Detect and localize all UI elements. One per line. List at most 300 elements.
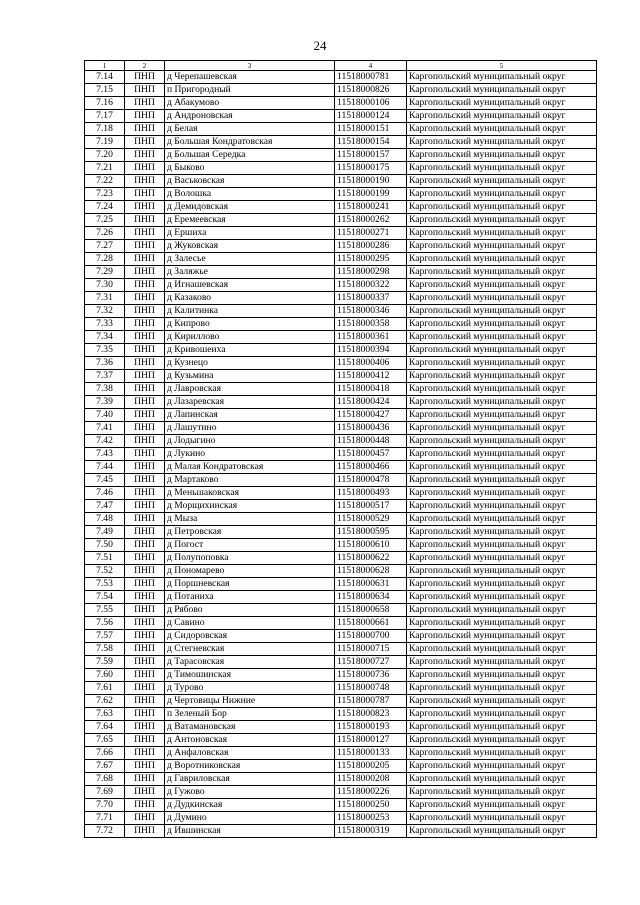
table-row bbox=[85, 214, 597, 227]
table-row bbox=[85, 734, 597, 747]
settlement-type-cell: ПНП bbox=[125, 526, 165, 539]
oktmo-code-cell: 11518000424 bbox=[335, 396, 407, 409]
municipality-cell: Каргопольский муниципальный округ bbox=[407, 578, 597, 591]
settlement-name-cell: д Поршневская bbox=[165, 578, 335, 591]
settlement-type-cell: ПНП bbox=[125, 825, 165, 838]
municipality-cell: Каргопольский муниципальный округ bbox=[407, 448, 597, 461]
oktmo-code-cell: 11518000418 bbox=[335, 383, 407, 396]
settlement-type-cell: ПНП bbox=[125, 162, 165, 175]
settlement-type-cell: ПНП bbox=[125, 552, 165, 565]
row-number-cell: 7.60 bbox=[85, 669, 125, 682]
settlement-name-cell: д Антоновская bbox=[165, 734, 335, 747]
row-number-cell: 7.28 bbox=[85, 253, 125, 266]
oktmo-code-cell: 11518000319 bbox=[335, 825, 407, 838]
settlement-type-cell: ПНП bbox=[125, 435, 165, 448]
municipality-cell: Каргопольский муниципальный округ bbox=[407, 825, 597, 838]
settlement-name-cell: д Залесье bbox=[165, 253, 335, 266]
settlement-name-cell: д Демидовская bbox=[165, 201, 335, 214]
row-number-cell: 7.68 bbox=[85, 773, 125, 786]
oktmo-code-cell: 11518000823 bbox=[335, 708, 407, 721]
table-row bbox=[85, 812, 597, 825]
oktmo-code-cell: 11518000595 bbox=[335, 526, 407, 539]
settlement-name-cell: д Казаково bbox=[165, 292, 335, 305]
municipality-cell: Каргопольский муниципальный округ bbox=[407, 461, 597, 474]
settlement-type-cell: ПНП bbox=[125, 656, 165, 669]
settlement-name-cell: д Малая Кондратовская bbox=[165, 461, 335, 474]
settlement-name-cell: д Мартаково bbox=[165, 474, 335, 487]
municipality-cell: Каргопольский муниципальный округ bbox=[407, 747, 597, 760]
table-row bbox=[85, 396, 597, 409]
table-row bbox=[85, 357, 597, 370]
settlement-name-cell: д Тарасовская bbox=[165, 656, 335, 669]
settlement-name-cell: д Погост bbox=[165, 539, 335, 552]
table-row bbox=[85, 500, 597, 513]
row-number-cell: 7.26 bbox=[85, 227, 125, 240]
municipality-cell: Каргопольский муниципальный округ bbox=[407, 812, 597, 825]
settlement-type-cell: ПНП bbox=[125, 500, 165, 513]
oktmo-code-cell: 11518000736 bbox=[335, 669, 407, 682]
settlement-name-cell: д Савино bbox=[165, 617, 335, 630]
oktmo-code-cell: 11518000358 bbox=[335, 318, 407, 331]
oktmo-code-cell: 11518000124 bbox=[335, 110, 407, 123]
row-number-cell: 7.63 bbox=[85, 708, 125, 721]
settlement-type-cell: ПНП bbox=[125, 97, 165, 110]
table-row bbox=[85, 539, 597, 552]
table-row bbox=[85, 630, 597, 643]
oktmo-code-cell: 11518000628 bbox=[335, 565, 407, 578]
municipality-cell: Каргопольский муниципальный округ bbox=[407, 435, 597, 448]
municipality-cell: Каргопольский муниципальный округ bbox=[407, 734, 597, 747]
settlement-name-cell: д Белая bbox=[165, 123, 335, 136]
table-row bbox=[85, 435, 597, 448]
oktmo-code-cell: 11518000466 bbox=[335, 461, 407, 474]
row-number-cell: 7.45 bbox=[85, 474, 125, 487]
settlement-type-cell: ПНП bbox=[125, 383, 165, 396]
municipality-cell: Каргопольский муниципальный округ bbox=[407, 305, 597, 318]
municipality-cell: Каргопольский муниципальный округ bbox=[407, 97, 597, 110]
row-number-cell: 7.34 bbox=[85, 331, 125, 344]
table-row bbox=[85, 240, 597, 253]
oktmo-code-cell: 11518000610 bbox=[335, 539, 407, 552]
table-row bbox=[85, 461, 597, 474]
settlement-name-cell: д Кириллово bbox=[165, 331, 335, 344]
row-number-cell: 7.72 bbox=[85, 825, 125, 838]
municipality-cell: Каргопольский муниципальный округ bbox=[407, 370, 597, 383]
oktmo-code-cell: 11518000127 bbox=[335, 734, 407, 747]
row-number-cell: 7.56 bbox=[85, 617, 125, 630]
settlement-name-cell: д Стегневская bbox=[165, 643, 335, 656]
table-row bbox=[85, 344, 597, 357]
oktmo-code-cell: 11518000622 bbox=[335, 552, 407, 565]
column-header: 1 bbox=[85, 61, 125, 71]
oktmo-code-cell: 11518000175 bbox=[335, 162, 407, 175]
oktmo-code-cell: 11518000700 bbox=[335, 630, 407, 643]
settlement-name-cell: д Волошка bbox=[165, 188, 335, 201]
settlement-type-cell: ПНП bbox=[125, 721, 165, 734]
settlement-name-cell: д Быково bbox=[165, 162, 335, 175]
settlement-type-cell: ПНП bbox=[125, 227, 165, 240]
row-number-cell: 7.30 bbox=[85, 279, 125, 292]
municipality-cell: Каргопольский муниципальный округ bbox=[407, 656, 597, 669]
settlement-type-cell: ПНП bbox=[125, 396, 165, 409]
municipality-cell: Каргопольский муниципальный округ bbox=[407, 773, 597, 786]
settlement-name-cell: д Воротниковская bbox=[165, 760, 335, 773]
row-number-cell: 7.40 bbox=[85, 409, 125, 422]
settlement-name-cell: д Думино bbox=[165, 812, 335, 825]
settlement-type-cell: ПНП bbox=[125, 669, 165, 682]
settlement-name-cell: д Жуковская bbox=[165, 240, 335, 253]
table-row bbox=[85, 474, 597, 487]
settlement-type-cell: ПНП bbox=[125, 175, 165, 188]
municipality-cell: Каргопольский муниципальный округ bbox=[407, 318, 597, 331]
table-row bbox=[85, 279, 597, 292]
table-row bbox=[85, 786, 597, 799]
municipality-cell: Каргопольский муниципальный округ bbox=[407, 214, 597, 227]
oktmo-code-cell: 11518000748 bbox=[335, 682, 407, 695]
municipality-cell: Каргопольский муниципальный округ bbox=[407, 357, 597, 370]
settlement-type-cell: ПНП bbox=[125, 487, 165, 500]
row-number-cell: 7.69 bbox=[85, 786, 125, 799]
settlement-type-cell: ПНП bbox=[125, 188, 165, 201]
settlement-type-cell: ПНП bbox=[125, 591, 165, 604]
settlement-type-cell: ПНП bbox=[125, 292, 165, 305]
settlement-type-cell: ПНП bbox=[125, 448, 165, 461]
row-number-cell: 7.71 bbox=[85, 812, 125, 825]
municipality-cell: Каргопольский муниципальный округ bbox=[407, 799, 597, 812]
municipality-cell: Каргопольский муниципальный округ bbox=[407, 383, 597, 396]
table-row bbox=[85, 747, 597, 760]
row-number-cell: 7.62 bbox=[85, 695, 125, 708]
settlement-name-cell: д Потаниха bbox=[165, 591, 335, 604]
settlement-type-cell: ПНП bbox=[125, 318, 165, 331]
settlement-name-cell: д Дудкинская bbox=[165, 799, 335, 812]
municipality-cell: Каргопольский муниципальный округ bbox=[407, 331, 597, 344]
oktmo-code-cell: 11518000517 bbox=[335, 500, 407, 513]
municipality-cell: Каргопольский муниципальный округ bbox=[407, 682, 597, 695]
municipality-cell: Каргопольский муниципальный округ bbox=[407, 695, 597, 708]
row-number-cell: 7.55 bbox=[85, 604, 125, 617]
settlement-name-cell: д Калитинка bbox=[165, 305, 335, 318]
settlement-name-cell: д Сидоровская bbox=[165, 630, 335, 643]
table-row bbox=[85, 578, 597, 591]
settlement-name-cell: д Петровская bbox=[165, 526, 335, 539]
row-number-cell: 7.57 bbox=[85, 630, 125, 643]
municipality-cell: Каргопольский муниципальный округ bbox=[407, 721, 597, 734]
oktmo-code-cell: 11518000208 bbox=[335, 773, 407, 786]
row-number-cell: 7.65 bbox=[85, 734, 125, 747]
settlement-type-cell: ПНП bbox=[125, 682, 165, 695]
column-header: 4 bbox=[335, 61, 407, 71]
row-number-cell: 7.14 bbox=[85, 71, 125, 84]
municipality-cell: Каргопольский муниципальный округ bbox=[407, 786, 597, 799]
settlement-name-cell: д Кривошеиха bbox=[165, 344, 335, 357]
settlement-name-cell: д Рябово bbox=[165, 604, 335, 617]
page-number: 24 bbox=[313, 38, 327, 53]
municipality-cell: Каргопольский муниципальный округ bbox=[407, 344, 597, 357]
settlement-type-cell: ПНП bbox=[125, 279, 165, 292]
table-row bbox=[85, 565, 597, 578]
settlements-table bbox=[84, 60, 597, 838]
oktmo-code-cell: 11518000436 bbox=[335, 422, 407, 435]
row-number-cell: 7.59 bbox=[85, 656, 125, 669]
settlement-type-cell: ПНП bbox=[125, 149, 165, 162]
row-number-cell: 7.22 bbox=[85, 175, 125, 188]
settlement-type-cell: ПНП bbox=[125, 565, 165, 578]
oktmo-code-cell: 11518000826 bbox=[335, 84, 407, 97]
table-row bbox=[85, 188, 597, 201]
row-number-cell: 7.51 bbox=[85, 552, 125, 565]
municipality-cell: Каргопольский муниципальный округ bbox=[407, 149, 597, 162]
table-row bbox=[85, 123, 597, 136]
settlement-name-cell: д Лукино bbox=[165, 448, 335, 461]
oktmo-code-cell: 11518000661 bbox=[335, 617, 407, 630]
oktmo-code-cell: 11518000427 bbox=[335, 409, 407, 422]
row-number-cell: 7.50 bbox=[85, 539, 125, 552]
municipality-cell: Каргопольский муниципальный округ bbox=[407, 123, 597, 136]
settlement-name-cell: д Пономарево bbox=[165, 565, 335, 578]
oktmo-code-cell: 11518000250 bbox=[335, 799, 407, 812]
municipality-cell: Каргопольский муниципальный округ bbox=[407, 266, 597, 279]
row-number-cell: 7.41 bbox=[85, 422, 125, 435]
oktmo-code-cell: 11518000253 bbox=[335, 812, 407, 825]
row-number-cell: 7.29 bbox=[85, 266, 125, 279]
table-row bbox=[85, 760, 597, 773]
row-number-cell: 7.38 bbox=[85, 383, 125, 396]
table-row bbox=[85, 695, 597, 708]
municipality-cell: Каргопольский муниципальный округ bbox=[407, 71, 597, 84]
row-number-cell: 7.21 bbox=[85, 162, 125, 175]
row-number-cell: 7.49 bbox=[85, 526, 125, 539]
municipality-cell: Каргопольский муниципальный округ bbox=[407, 110, 597, 123]
oktmo-code-cell: 11518000346 bbox=[335, 305, 407, 318]
municipality-cell: Каргопольский муниципальный округ bbox=[407, 591, 597, 604]
column-header: 3 bbox=[165, 61, 335, 71]
settlement-type-cell: ПНП bbox=[125, 578, 165, 591]
column-number-row bbox=[85, 61, 597, 71]
municipality-cell: Каргопольский муниципальный округ bbox=[407, 552, 597, 565]
settlement-name-cell: д Абакумово bbox=[165, 97, 335, 110]
table-row bbox=[85, 825, 597, 838]
table-row bbox=[85, 383, 597, 396]
settlement-name-cell: д Лодыгино bbox=[165, 435, 335, 448]
settlement-type-cell: ПНП bbox=[125, 799, 165, 812]
table-row bbox=[85, 669, 597, 682]
table-body bbox=[85, 71, 597, 838]
municipality-cell: Каргопольский муниципальный округ bbox=[407, 396, 597, 409]
table-row bbox=[85, 487, 597, 500]
oktmo-code-cell: 11518000190 bbox=[335, 175, 407, 188]
settlement-name-cell: д Кузьмина bbox=[165, 370, 335, 383]
settlement-type-cell: ПНП bbox=[125, 747, 165, 760]
municipality-cell: Каргопольский муниципальный округ bbox=[407, 708, 597, 721]
table-row bbox=[85, 227, 597, 240]
settlement-name-cell: д Турово bbox=[165, 682, 335, 695]
table-row bbox=[85, 110, 597, 123]
settlement-type-cell: ПНП bbox=[125, 422, 165, 435]
oktmo-code-cell: 11518000226 bbox=[335, 786, 407, 799]
row-number-cell: 7.33 bbox=[85, 318, 125, 331]
settlement-name-cell: д Заляжье bbox=[165, 266, 335, 279]
settlement-name-cell: д Васьковская bbox=[165, 175, 335, 188]
oktmo-code-cell: 11518000151 bbox=[335, 123, 407, 136]
settlement-name-cell: д Лашутино bbox=[165, 422, 335, 435]
municipality-cell: Каргопольский муниципальный округ bbox=[407, 162, 597, 175]
oktmo-code-cell: 11518000727 bbox=[335, 656, 407, 669]
settlement-name-cell: д Лавровская bbox=[165, 383, 335, 396]
oktmo-code-cell: 11518000154 bbox=[335, 136, 407, 149]
oktmo-code-cell: 11518000361 bbox=[335, 331, 407, 344]
oktmo-code-cell: 11518000406 bbox=[335, 357, 407, 370]
table-row bbox=[85, 149, 597, 162]
oktmo-code-cell: 11518000457 bbox=[335, 448, 407, 461]
municipality-cell: Каргопольский муниципальный округ bbox=[407, 136, 597, 149]
row-number-cell: 7.18 bbox=[85, 123, 125, 136]
municipality-cell: Каргопольский муниципальный округ bbox=[407, 487, 597, 500]
table-row bbox=[85, 370, 597, 383]
table-row bbox=[85, 591, 597, 604]
municipality-cell: Каргопольский муниципальный округ bbox=[407, 422, 597, 435]
settlement-name-cell: д Анфаловская bbox=[165, 747, 335, 760]
row-number-cell: 7.39 bbox=[85, 396, 125, 409]
settlement-name-cell: д Ившинская bbox=[165, 825, 335, 838]
row-number-cell: 7.19 bbox=[85, 136, 125, 149]
table-row bbox=[85, 318, 597, 331]
municipality-cell: Каргопольский муниципальный округ bbox=[407, 760, 597, 773]
row-number-cell: 7.44 bbox=[85, 461, 125, 474]
settlement-type-cell: ПНП bbox=[125, 539, 165, 552]
settlement-type-cell: ПНП bbox=[125, 253, 165, 266]
settlement-type-cell: ПНП bbox=[125, 786, 165, 799]
settlement-type-cell: ПНП bbox=[125, 266, 165, 279]
table-row bbox=[85, 617, 597, 630]
table-row bbox=[85, 305, 597, 318]
table-row bbox=[85, 656, 597, 669]
municipality-cell: Каргопольский муниципальный округ bbox=[407, 669, 597, 682]
settlement-type-cell: ПНП bbox=[125, 630, 165, 643]
municipality-cell: Каргопольский муниципальный округ bbox=[407, 565, 597, 578]
municipality-cell: Каргопольский муниципальный округ bbox=[407, 617, 597, 630]
oktmo-code-cell: 11518000271 bbox=[335, 227, 407, 240]
municipality-cell: Каргопольский муниципальный округ bbox=[407, 279, 597, 292]
settlement-type-cell: ПНП bbox=[125, 773, 165, 786]
municipality-cell: Каргопольский муниципальный округ bbox=[407, 240, 597, 253]
table-row bbox=[85, 409, 597, 422]
oktmo-code-cell: 11518000781 bbox=[335, 71, 407, 84]
oktmo-code-cell: 11518000394 bbox=[335, 344, 407, 357]
settlement-name-cell: д Тимошинская bbox=[165, 669, 335, 682]
municipality-cell: Каргопольский муниципальный округ bbox=[407, 539, 597, 552]
oktmo-code-cell: 11518000262 bbox=[335, 214, 407, 227]
row-number-cell: 7.16 bbox=[85, 97, 125, 110]
row-number-cell: 7.17 bbox=[85, 110, 125, 123]
settlement-type-cell: ПНП bbox=[125, 695, 165, 708]
row-number-cell: 7.64 bbox=[85, 721, 125, 734]
settlement-name-cell: д Лапинская bbox=[165, 409, 335, 422]
municipality-cell: Каргопольский муниципальный округ bbox=[407, 253, 597, 266]
settlement-type-cell: ПНП bbox=[125, 214, 165, 227]
settlement-type-cell: ПНП bbox=[125, 331, 165, 344]
settlement-type-cell: ПНП bbox=[125, 71, 165, 84]
settlement-type-cell: ПНП bbox=[125, 305, 165, 318]
table-row bbox=[85, 422, 597, 435]
oktmo-code-cell: 11518000106 bbox=[335, 97, 407, 110]
table-row bbox=[85, 84, 597, 97]
table-row bbox=[85, 773, 597, 786]
row-number-cell: 7.46 bbox=[85, 487, 125, 500]
table-row bbox=[85, 97, 597, 110]
table-row bbox=[85, 513, 597, 526]
municipality-cell: Каргопольский муниципальный округ bbox=[407, 604, 597, 617]
municipality-cell: Каргопольский муниципальный округ bbox=[407, 526, 597, 539]
municipality-cell: Каргопольский муниципальный округ bbox=[407, 84, 597, 97]
municipality-cell: Каргопольский муниципальный округ bbox=[407, 175, 597, 188]
settlement-name-cell: д Андроновская bbox=[165, 110, 335, 123]
row-number-cell: 7.35 bbox=[85, 344, 125, 357]
settlement-name-cell: д Черепашевская bbox=[165, 71, 335, 84]
settlement-name-cell: д Лазаревская bbox=[165, 396, 335, 409]
oktmo-code-cell: 11518000286 bbox=[335, 240, 407, 253]
settlement-type-cell: ПНП bbox=[125, 461, 165, 474]
row-number-cell: 7.36 bbox=[85, 357, 125, 370]
oktmo-code-cell: 11518000658 bbox=[335, 604, 407, 617]
municipality-cell: Каргопольский муниципальный округ bbox=[407, 201, 597, 214]
oktmo-code-cell: 11518000241 bbox=[335, 201, 407, 214]
table-row bbox=[85, 604, 597, 617]
oktmo-code-cell: 11518000529 bbox=[335, 513, 407, 526]
table-row bbox=[85, 253, 597, 266]
table-row bbox=[85, 448, 597, 461]
table-row bbox=[85, 71, 597, 84]
municipality-cell: Каргопольский муниципальный округ bbox=[407, 643, 597, 656]
settlement-type-cell: ПНП bbox=[125, 344, 165, 357]
municipality-cell: Каргопольский муниципальный округ bbox=[407, 630, 597, 643]
settlement-type-cell: ПНП bbox=[125, 643, 165, 656]
settlement-name-cell: д Чертовицы Нижние bbox=[165, 695, 335, 708]
row-number-cell: 7.42 bbox=[85, 435, 125, 448]
municipality-cell: Каргопольский муниципальный округ bbox=[407, 227, 597, 240]
settlement-name-cell: д Еремеевская bbox=[165, 214, 335, 227]
oktmo-code-cell: 11518000448 bbox=[335, 435, 407, 448]
row-number-cell: 7.24 bbox=[85, 201, 125, 214]
settlement-name-cell: д Кипрово bbox=[165, 318, 335, 331]
table-row bbox=[85, 266, 597, 279]
column-header: 2 bbox=[125, 61, 165, 71]
settlement-type-cell: ПНП bbox=[125, 201, 165, 214]
oktmo-code-cell: 11518000412 bbox=[335, 370, 407, 383]
settlement-type-cell: ПНП bbox=[125, 760, 165, 773]
settlement-name-cell: д Полупоповка bbox=[165, 552, 335, 565]
settlement-type-cell: ПНП bbox=[125, 240, 165, 253]
row-number-cell: 7.52 bbox=[85, 565, 125, 578]
settlement-type-cell: ПНП bbox=[125, 812, 165, 825]
settlement-name-cell: д Меньшаковская bbox=[165, 487, 335, 500]
row-number-cell: 7.37 bbox=[85, 370, 125, 383]
settlement-type-cell: ПНП bbox=[125, 370, 165, 383]
oktmo-code-cell: 11518000715 bbox=[335, 643, 407, 656]
column-header: 5 bbox=[407, 61, 597, 71]
settlement-name-cell: д Мыза bbox=[165, 513, 335, 526]
municipality-cell: Каргопольский муниципальный округ bbox=[407, 292, 597, 305]
table-row bbox=[85, 136, 597, 149]
settlement-name-cell: д Ватамановская bbox=[165, 721, 335, 734]
settlement-name-cell: д Ершиха bbox=[165, 227, 335, 240]
table-row bbox=[85, 552, 597, 565]
settlement-type-cell: ПНП bbox=[125, 617, 165, 630]
settlement-type-cell: ПНП bbox=[125, 136, 165, 149]
settlement-type-cell: ПНП bbox=[125, 84, 165, 97]
settlement-type-cell: ПНП bbox=[125, 734, 165, 747]
municipality-cell: Каргопольский муниципальный округ bbox=[407, 474, 597, 487]
